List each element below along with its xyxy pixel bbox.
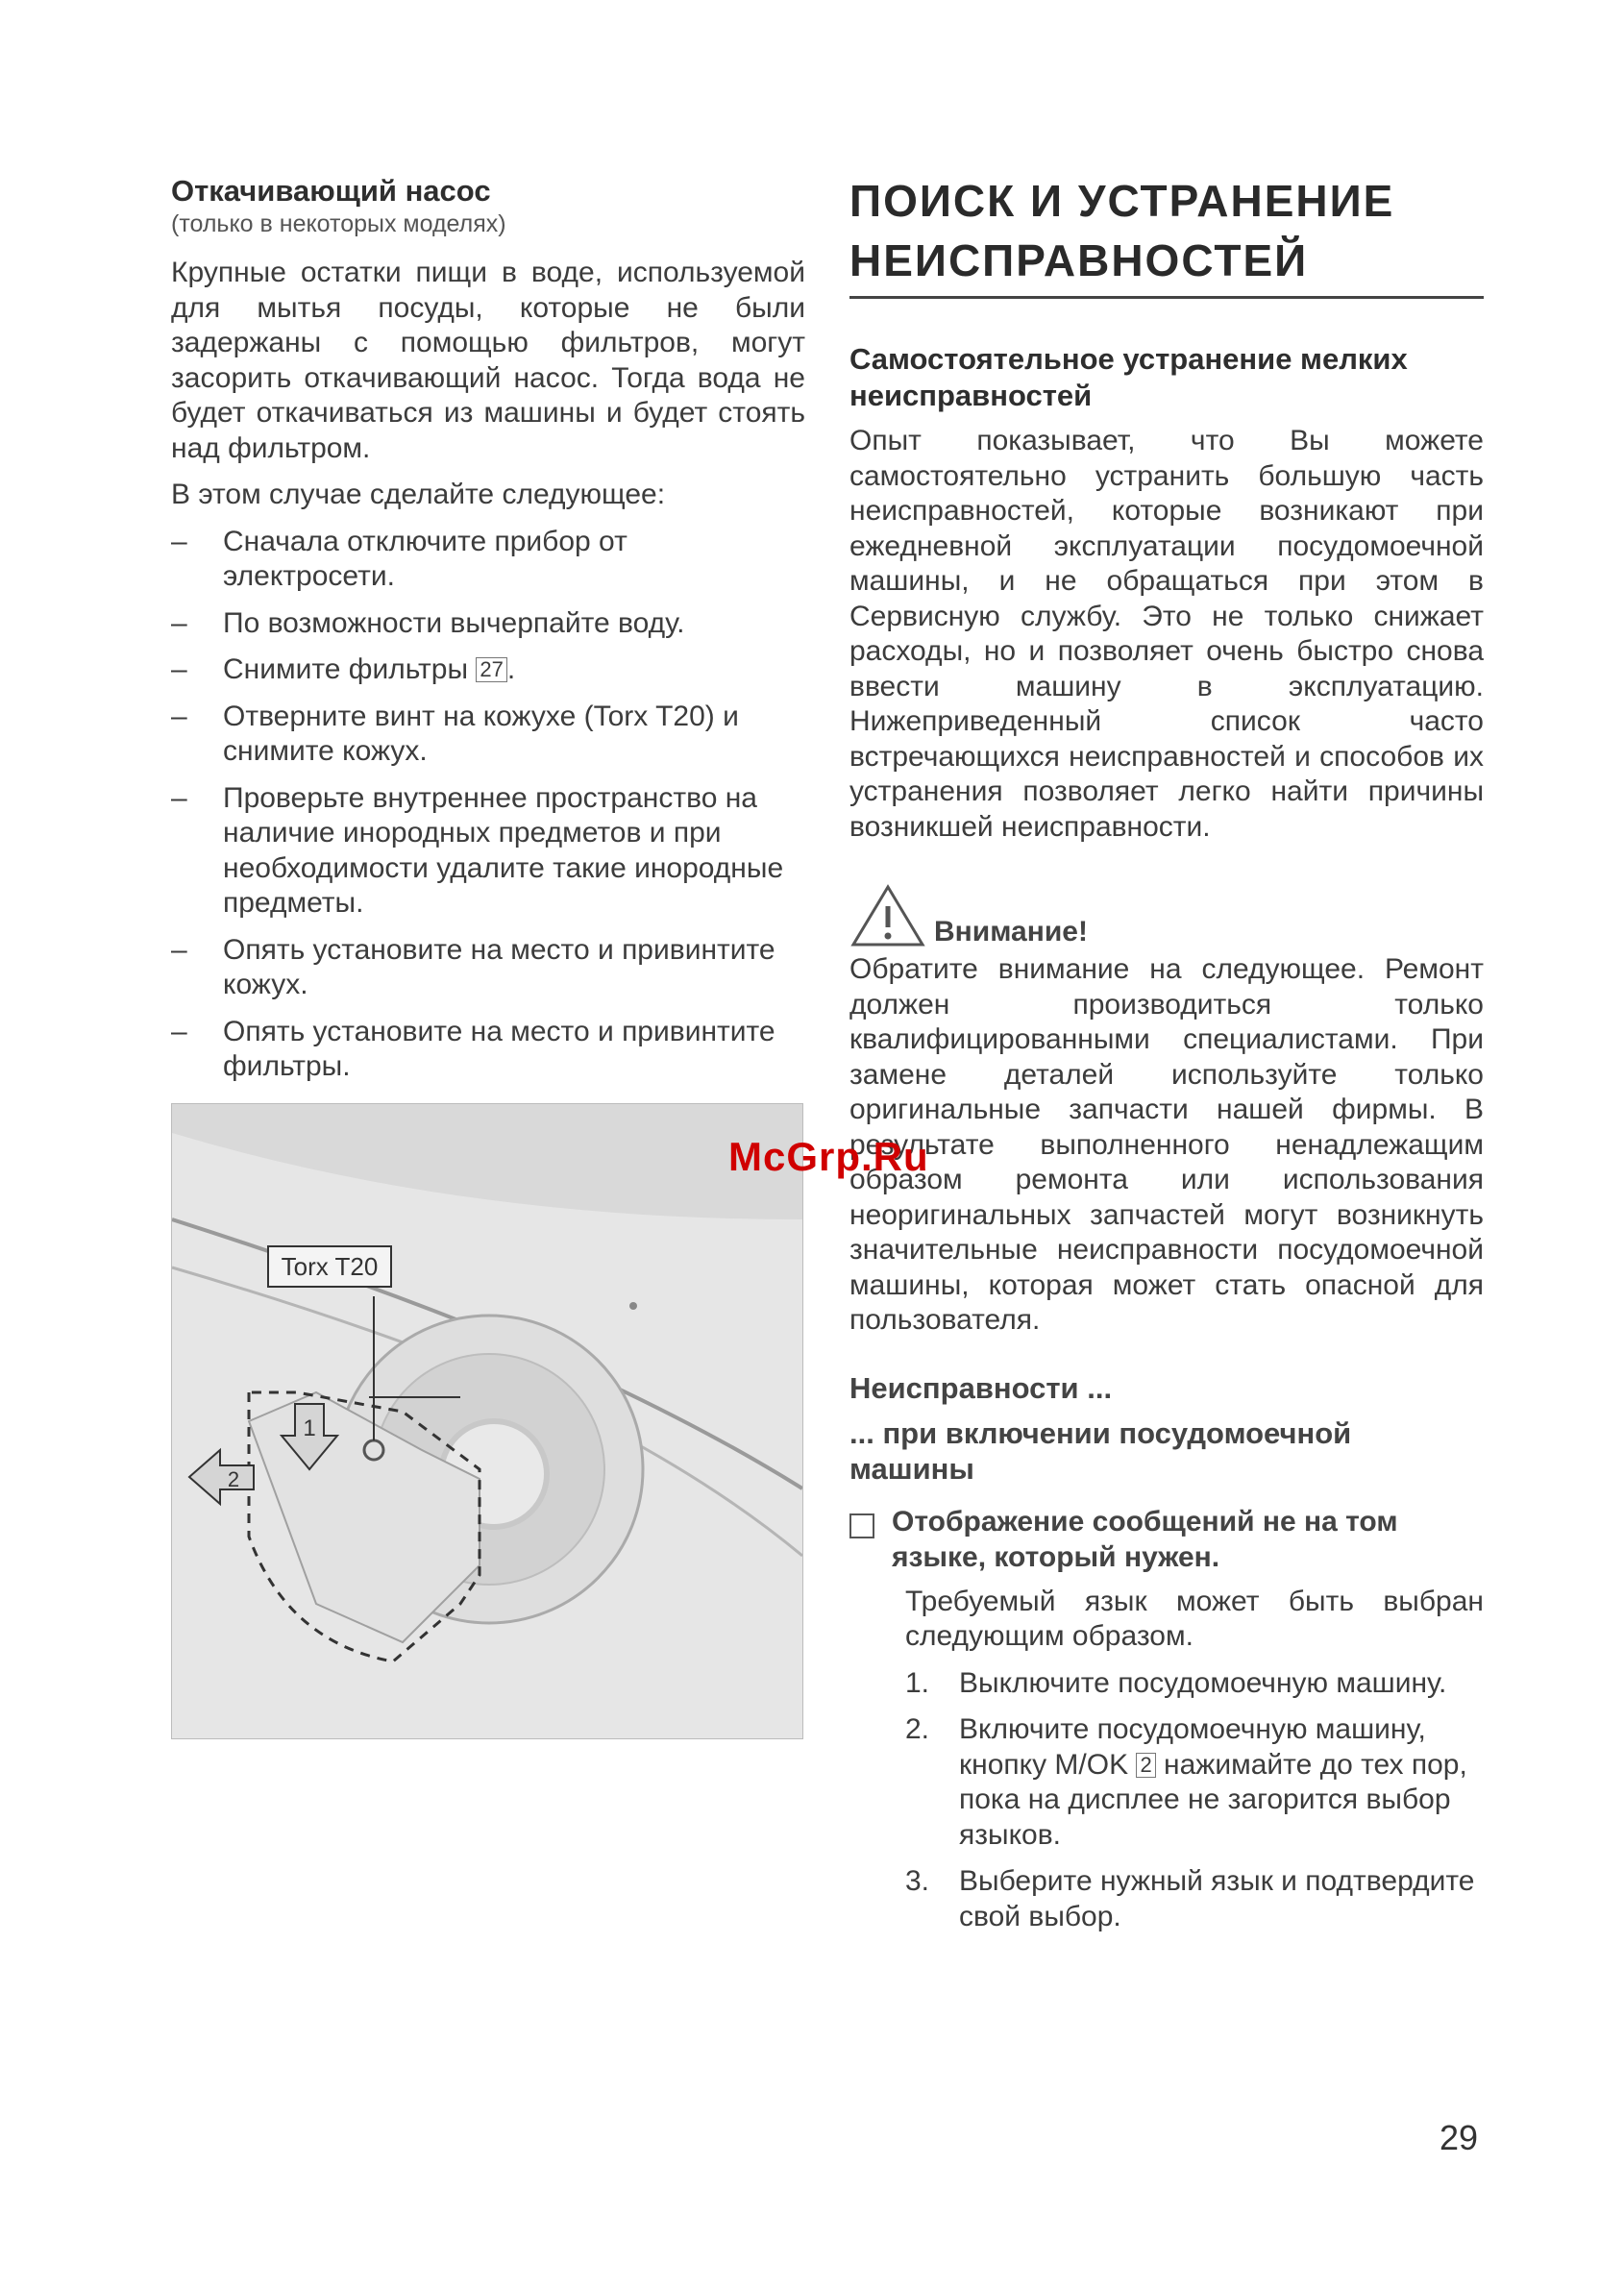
list-item: – Отверните винт на кожухе (Torx T20) и снимите кожух. (171, 700, 739, 767)
title-divider (849, 296, 1484, 299)
checkbox-issue (849, 1504, 1484, 1575)
list-item: – Проверьте внутреннее пространство на наличие инородных предметов и при необходимости удалите такие инородные предметы. (171, 781, 784, 919)
faults-subheading: ... при включении посудомоечной машины (849, 1415, 1352, 1486)
checkbox-icon (849, 1513, 874, 1538)
page-number: 29 (1439, 2118, 1479, 2157)
issue-steps (905, 1666, 1484, 1935)
warning-text: Обратите внимание на следующее. Ремонт должен производиться только квалифицированными специалистами. При замене деталей используйте только оригинальные запчасти нашей фирмы. В результате выполненного ненадлежащим образом ремонта или использования неоригинальных запчастей могут возникнуть значительные неисправности посудомоечной машины, которая может стать опасной для пользователя. (849, 953, 1484, 1336)
arrow-2-label: 2 (227, 1467, 240, 1491)
list-item: – Опять установите на место и привинтите фильтры. (171, 1015, 775, 1082)
watermark: McGrp.Ru (728, 1134, 929, 1179)
issue-intro: Требуемый язык может быть выбран следующим образом. (905, 1585, 1484, 1652)
pump-illustration-svg (172, 1104, 802, 1738)
list-item: – Сначала отключите прибор от электросети. (171, 525, 627, 592)
right-column (849, 171, 1484, 1946)
self-repair-paragraph: Опыт показывает, что Вы можете самостоятельно устранить большую часть неисправностей, которые возникают при ежедневной эксплуатации посудомоечной машины, и не обращаться при этом в Сервисную службу. Это не только снижает расходы, но и позволяет очень быстро снова ввести машину в эксплуатацию. Нижеприведенный список часто встречающихся неисправностей и способов их устранения позволяет легко найти причины возникшей неисправности. (849, 425, 1484, 843)
ref-badge: 2 (1136, 1753, 1155, 1778)
steps-list (171, 525, 805, 1085)
list-item: – Снимите фильтры 27 . (171, 653, 516, 685)
issue-body (905, 1585, 1484, 1935)
warning-block (849, 883, 1484, 948)
left-column (171, 173, 805, 1096)
list-item: – По возможности вычерпайте воду. (171, 606, 685, 639)
warning-label: Внимание! (934, 916, 1088, 947)
warning-triangle-icon (849, 883, 926, 948)
list-item: – Опять установите на место и привинтите кожух. (171, 933, 775, 1000)
list-item: 3. Выберите нужный язык и подтвердите свой выбор. (905, 1865, 1475, 1932)
models-note: (только в некоторых моделях) (171, 210, 506, 237)
faults-heading: Неисправности ... (849, 1370, 1113, 1405)
instruction-lead: В этом случае сделайте следующее: (171, 479, 666, 510)
list-item: 2. Включите посудомоечную машину, кнопку M/OK 2 нажимайте до тех пор, пока на дисплее не загорится выбор языков. (905, 1713, 1467, 1851)
torx-label: Torx T20 (281, 1252, 379, 1281)
pump-cover-illustration (171, 1103, 803, 1739)
ref-badge: 27 (476, 657, 506, 682)
issue-title: Отображение сообщений не на том языке, который нужен. (892, 1505, 1398, 1573)
list-item: 1. Выключите посудомоечную машину. (905, 1666, 1447, 1699)
self-repair-heading: Самостоятельное устранение мелких неисправностей (849, 342, 1408, 412)
intro-paragraph: Крупные остатки пищи в воде, используемой для мытья посуды, которые не были задержаны с помощью фильтров, могут засорить откачивающий насос. Тогда вода не будет откачиваться из машины и будет стоять над фильтром. (171, 257, 805, 464)
section-heading-drain-pump: Откачивающий насос (171, 174, 491, 208)
arrow-1-label: 1 (303, 1415, 316, 1441)
page-title: ПОИСК И УСТРАНЕНИЕ НЕИСПРАВНОСТЕЙ (849, 176, 1395, 285)
